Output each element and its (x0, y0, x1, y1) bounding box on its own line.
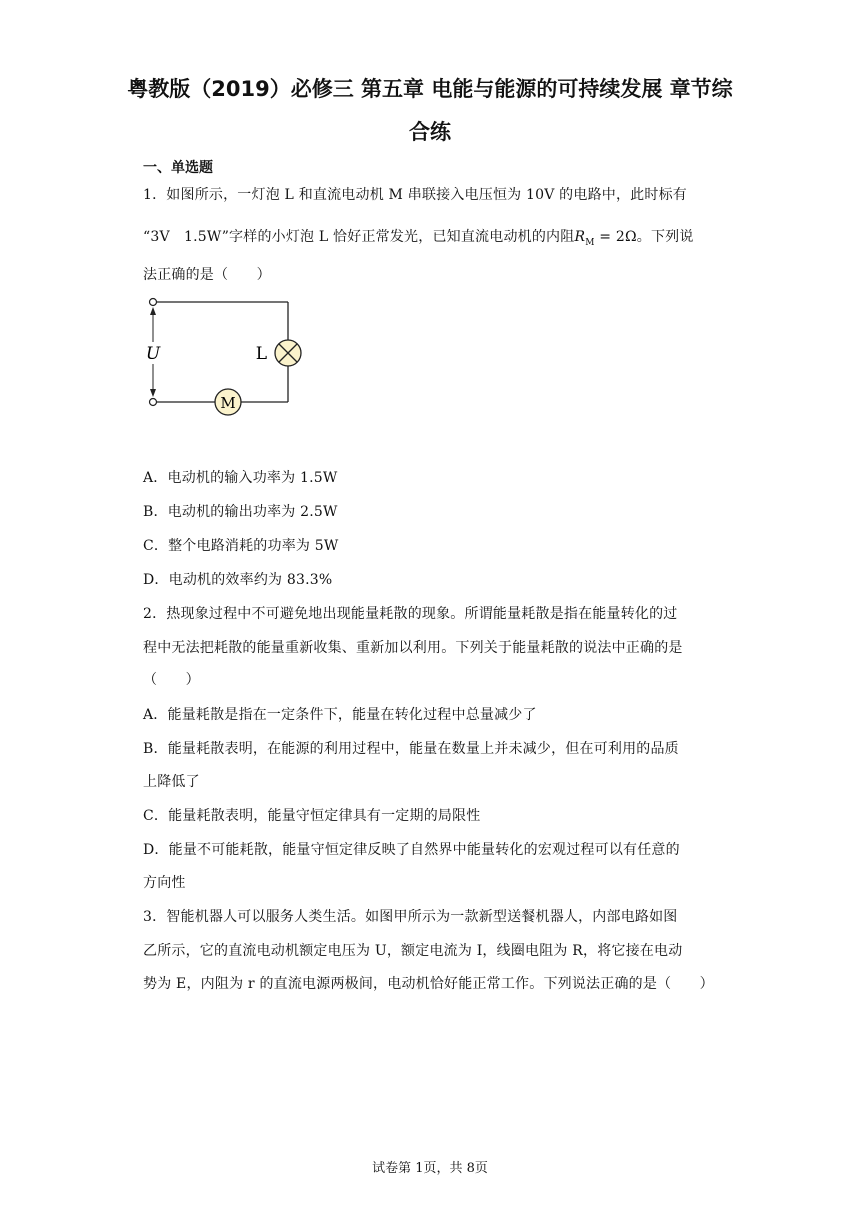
page-footer: 试卷第 1页，共 8页 (372, 1161, 488, 1176)
top-terminal (150, 299, 157, 306)
q1-line-3: 法正确的是（ ） (143, 267, 271, 283)
q1-line-2-text-a: “3V 1.5W”字样的小灯泡 L 恰好正常发光，已知直流电动机的内阻 (143, 229, 575, 245)
q2-option-a: A．能量耗散是指在一定条件下，能量在转化过程中总量减少了 (143, 707, 537, 723)
q1-resistance-symbol: R (574, 229, 586, 245)
q1-option-a: A．电动机的输入功率为 1.5W (143, 470, 338, 486)
bottom-terminal (150, 399, 157, 406)
q1-option-c: C．整个电路消耗的功率为 5W (143, 538, 339, 554)
q1-line-2-text-b: 。下列说 (636, 229, 694, 245)
q2-line-1: 2．热现象过程中不可避免地出现能量耗散的现象。所谓能量耗散是指在能量转化的过 (143, 606, 678, 622)
q2-option-c: C．能量耗散表明，能量守恒定律具有一定期的局限性 (143, 808, 481, 824)
q2-option-d-line-2: 方向性 (143, 875, 186, 891)
q2-line-3: （ ） (143, 672, 200, 688)
section-heading: 一、单选题 (143, 160, 213, 176)
motor-label: M (220, 394, 236, 412)
q3-line-2: 乙所示，它的直流电动机额定电压为 U，额定电流为 I，线圈电阻为 R，将它接在电动 (143, 943, 683, 959)
circuit-diagram (143, 292, 313, 422)
q1-line-2 (143, 226, 694, 248)
q1-resistance-subscript: M (585, 237, 595, 248)
lamp-label: L (255, 344, 267, 364)
q1-line-1: 1．如图所示，一灯泡 L 和直流电动机 M 串联接入电压恒为 10V 的电路中，此时标有 (143, 187, 687, 203)
voltage-label: U (145, 344, 161, 364)
q3-line-1: 3．智能机器人可以服务人类生活。如图甲所示为一款新型送餐机器人，内部电路如图 (143, 909, 678, 925)
q2-option-b-line-2: 上降低了 (143, 774, 200, 790)
q2-option-d-line-1: D．能量不可能耗散，能量守恒定律反映了自然界中能量转化的宏观过程可以有任意的 (143, 842, 680, 858)
q1-resistance-value: = 2Ω (594, 229, 637, 245)
q3-line-3: 势为 E，内阻为 r 的直流电源两极间，电动机恰好能正常工作。下列说法正确的是（ ） (143, 976, 714, 992)
page-title: 粤教版（2019）必修三 第五章 电能与能源的可持续发展 章节综合练 (127, 77, 733, 144)
q2-option-b-line-1: B．能量耗散表明，在能源的利用过程中，能量在数量上并未减少，但在可利用的品质 (143, 741, 679, 757)
q1-option-d: D．电动机的效率约为 83.3% (143, 572, 333, 588)
q1-option-b: B．电动机的输出功率为 2.5W (143, 504, 338, 520)
q2-line-2: 程中无法把耗散的能量重新收集、重新加以利用。下列关于能量耗散的说法中正确的是 (143, 640, 683, 656)
